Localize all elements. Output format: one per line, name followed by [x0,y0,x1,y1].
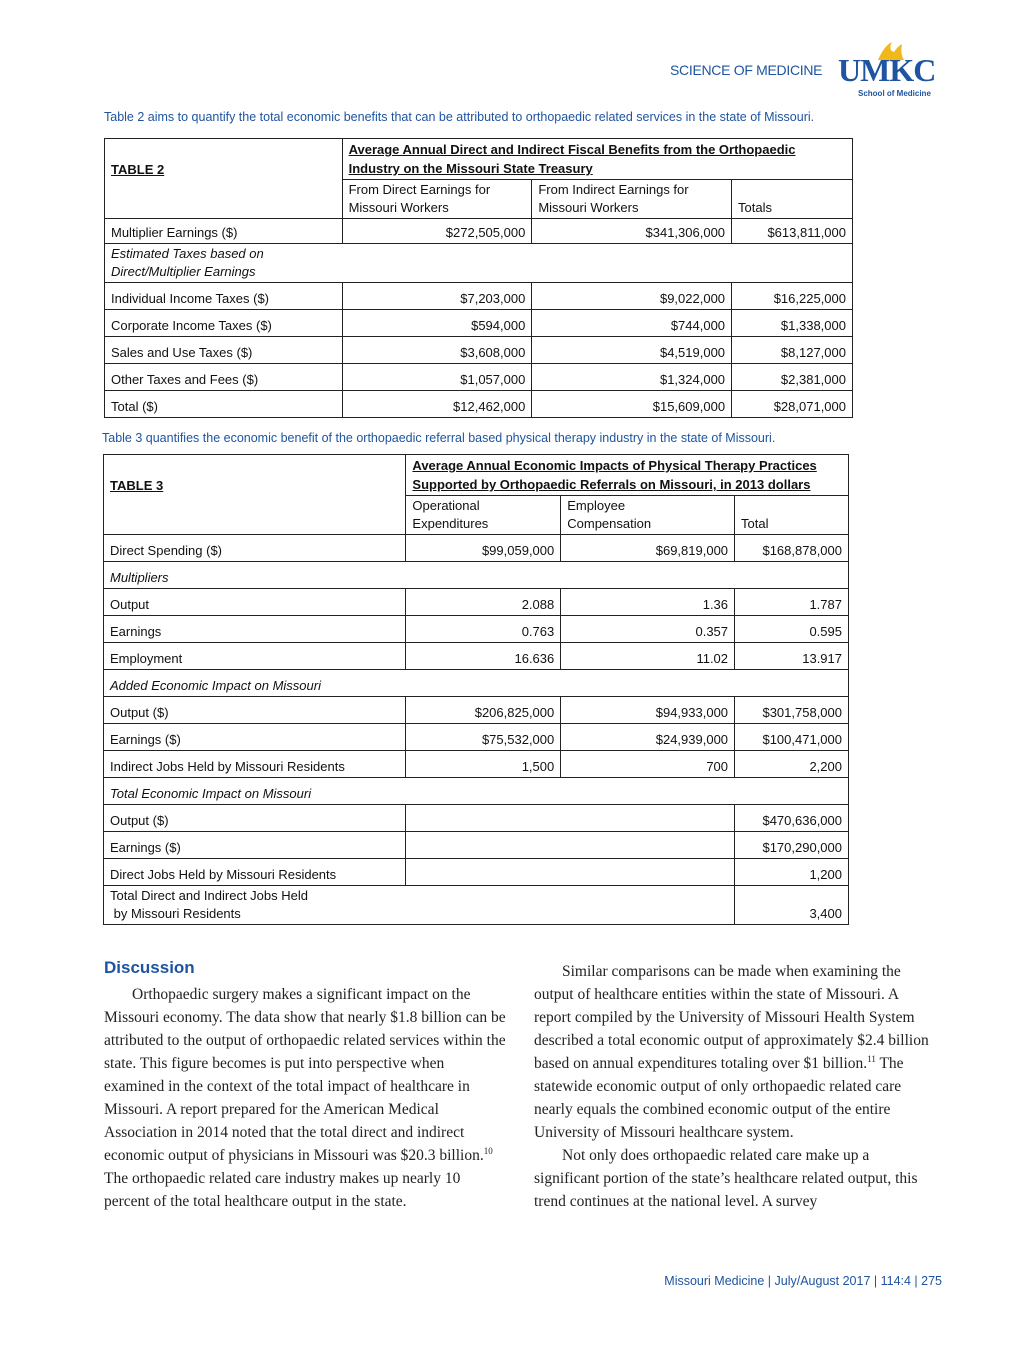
table-row: Earnings ($) $170,290,000 [104,832,849,859]
reference-10: 10 [483,1145,493,1156]
table-row: Multiplier Earnings ($) $272,505,000 $341,306,000 $613,811,000 [105,219,853,244]
table3-col-operational: Operational Expenditures [406,496,561,535]
table-row: Output ($) $206,825,000 $94,933,000 $301,758,000 [104,697,849,724]
discussion-heading: Discussion [104,958,195,977]
table2-col-totals: Totals [732,180,853,219]
table-row: Earnings 0.763 0.357 0.595 [104,616,849,643]
table-row: Direct Spending ($) $99,059,000 $69,819,000 $168,878,000 [104,535,849,562]
table2-col-direct: From Direct Earnings for Missouri Workers [342,180,532,219]
paragraph: Not only does orthopaedic related care make up a significant portion of the state’s healthcare related output, this trend continues at the national level. A survey [534,1147,918,1210]
right-column [534,960,936,1213]
table-row: Estimated Taxes based on Direct/Multiplier Earnings [105,244,853,283]
table-row: Multipliers [104,562,849,589]
page-header [640,40,950,100]
table-row: Individual Income Taxes ($) $7,203,000 $9,022,000 $16,225,000 [105,283,853,310]
table-row: Earnings ($) $75,532,000 $24,939,000 $100,471,000 [104,724,849,751]
table-row: Corporate Income Taxes ($) $594,000 $744,000 $1,338,000 [105,310,853,337]
table-3 [103,454,849,925]
paragraph: Similar comparisons can be made when examining the output of healthcare entities within the state of Missouri. A report compiled by the University of Missouri Health System described a total economic output of approximately $2.4 billion based on annual expenditures totaling over $1 billion.$^{11}$ The statewide economic output of only orthopaedic related care nearly equals the combined economic output of the entire University of Missouri healthcare system. [534,963,929,1141]
table-row: Output 2.088 1.36 1.787 [104,589,849,616]
logo-wordmark: UMKC [838,52,936,88]
table2-col-indirect: From Indirect Earnings for Missouri Workers [532,180,732,219]
table2-caption: Table 2 aims to quantify the total economic benefits that can be attributed to orthopaedic related services in the state of Missouri. [104,110,815,124]
umkc-logo [838,40,948,100]
table-row: Employment 16.636 11.02 13.917 [104,643,849,670]
table-row: Indirect Jobs Held by Missouri Residents 1,500 700 2,200 [104,751,849,778]
table3-title: Average Annual Economic Impacts of Physical Therapy Practices Supported by Orthopaedic Referrals on Missouri, in 2013 dollars [406,455,849,496]
left-column [104,983,506,1213]
table-row: Output ($) $470,636,000 [104,805,849,832]
table3-caption: Table 3 quantifies the economic benefit of the orthopaedic referral based physical therapy industry in the state of Missouri. [102,431,776,445]
table-row: Total ($) $12,462,000 $15,609,000 $28,071,000 [105,391,853,418]
page-footer: Missouri Medicine | July/August 2017 | 114:4 | 275 [664,1274,942,1288]
table-2 [104,138,853,418]
table2-column-headers [105,180,853,219]
table3-column-headers [104,496,849,535]
reference-11: 11 [867,1053,876,1064]
table-row: Direct Jobs Held by Missouri Residents 1,200 [104,859,849,886]
table2-title-row [105,139,853,180]
table-row: Sales and Use Taxes ($) $3,608,000 $4,519,000 $8,127,000 [105,337,853,364]
section-label: SCIENCE OF MEDICINE [670,62,823,78]
table3-col-employee: Employee Compensation [561,496,735,535]
table2-label: TABLE 2 [105,139,343,180]
logo-subtitle: School of Medicine [858,89,931,98]
table-row: Total Economic Impact on Missouri [104,778,849,805]
table-row: Other Taxes and Fees ($) $1,057,000 $1,324,000 $2,381,000 [105,364,853,391]
table3-title-row [104,455,849,496]
table-row: Total Direct and Indirect Jobs Held by Missouri Residents 3,400 [104,886,849,925]
table3-label: TABLE 3 [104,455,406,496]
table-row: Added Economic Impact on Missouri [104,670,849,697]
paragraph: Orthopaedic surgery makes a significant impact on the Missouri economy. The data show that nearly $1.8 billion can be attributed to the output of orthopaedic related services within the state. This figure becomes is put into perspective when examined in the context of the total impact of healthcare in Missouri. A report prepared for the American Medical Association in 2014 noted that the total direct and indirect economic output of physicians in Missouri was $20.3 billion.$^{10}$ The orthopaedic related care industry makes up nearly 10 percent of the total healthcare output in the state. [104,986,506,1210]
table2-title: Average Annual Direct and Indirect Fiscal Benefits from the Orthopaedic Industry on the Missouri State Treasury [342,139,852,180]
table3-col-total: Total [735,496,849,535]
